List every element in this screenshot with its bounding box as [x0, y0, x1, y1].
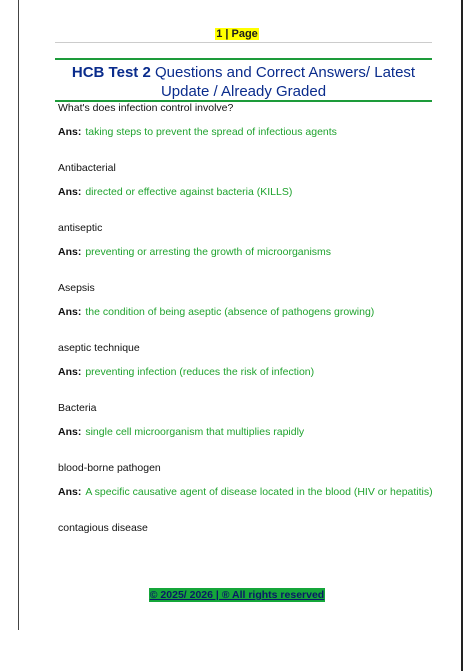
answer-text: the condition of being aseptic (absence of pathogens growing): [85, 306, 375, 318]
answer-text: preventing or arresting the growth of microorganisms: [85, 246, 332, 258]
title-top-rule: [55, 58, 432, 60]
title-rest: Questions and Correct Answers/ Latest Update / Already Graded: [150, 64, 416, 100]
copyright-text: © 2025/ 2026 | ® All rights reserved: [149, 589, 325, 601]
qa-item: [58, 342, 448, 379]
qa-item: [58, 162, 448, 199]
question-text: contagious disease: [58, 522, 148, 534]
qa-item: [58, 402, 448, 439]
answer-label: Ans:: [58, 486, 82, 498]
question-text: antiseptic: [58, 222, 103, 234]
question-text: What's does infection control involve?: [58, 102, 234, 114]
answer-line: [58, 126, 448, 139]
qa-item: [58, 522, 448, 535]
title-bold: HCB Test 2: [71, 64, 151, 81]
page-number-text: 1 | Page: [216, 28, 258, 40]
answer-line: [58, 186, 448, 199]
answer-text: directed or effective against bacteria (KILLS): [85, 186, 293, 198]
qa-item: [58, 102, 448, 139]
answer-text: taking steps to prevent the spread of infectious agents: [85, 126, 337, 138]
qa-item: [58, 462, 448, 499]
header-divider: [55, 42, 432, 43]
answer-line: [58, 306, 448, 319]
answer-line: [58, 366, 448, 379]
qa-item: [58, 282, 448, 319]
answer-text: preventing infection (reduces the risk of infection): [85, 366, 315, 378]
question-text: Bacteria: [58, 402, 97, 414]
question-text: Asepsis: [58, 282, 95, 294]
answer-label: Ans:: [58, 246, 82, 258]
answer-label: Ans:: [58, 126, 82, 138]
answer-label: Ans:: [58, 306, 82, 318]
copyright-footer: [0, 589, 474, 601]
page-right-border: [461, 0, 463, 671]
qa-item: [58, 222, 448, 259]
answer-text: single cell microorganism that multiplies rapidly: [85, 426, 305, 438]
question-text: blood-borne pathogen: [58, 462, 161, 474]
question-text: Antibacterial: [58, 162, 116, 174]
answer-line: [58, 246, 448, 259]
answer-label: Ans:: [58, 366, 82, 378]
answer-line: [58, 486, 448, 499]
answer-label: Ans:: [58, 426, 82, 438]
answer-label: Ans:: [58, 186, 82, 198]
page-number-label: [0, 28, 474, 40]
document-title: [55, 63, 432, 101]
answer-line: [58, 426, 448, 439]
answer-text: A specific causative agent of disease located in the blood (HIV or hepatitis): [85, 486, 433, 498]
question-text: aseptic technique: [58, 342, 140, 354]
page-left-border: [18, 0, 19, 630]
